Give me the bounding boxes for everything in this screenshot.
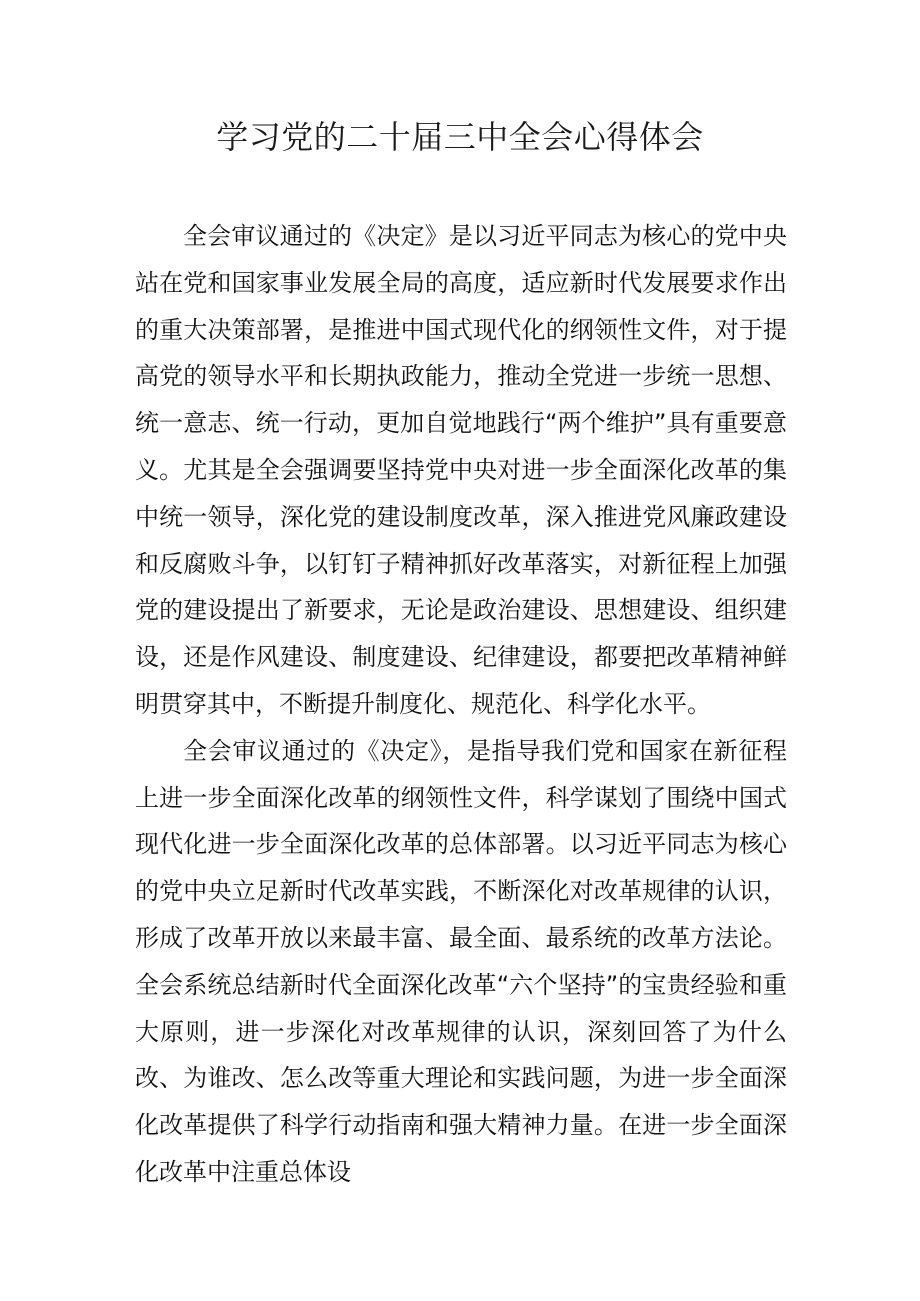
- document-title: 学习党的二十届三中全会心得体会: [216, 118, 704, 156]
- paragraph-2: 全会审议通过的《决定》，是指导我们党和国家在新征程上进一步全面深化改革的纲领性文件，科学谋划了围绕中国式现代化进一步全面深化改革的总体部署。以习近平同志为核心的党中央立足新时代改革实践，不断深化对改革规律的认识，形成了改革开放以来最丰富、最全面、最系统的改革方法论。全会系统总结新时代全面深化改革“六个坚持”的宝贵经验和重大原则，进一步深化对改革规律的认识，深刻回答了为什么改、为谁改、怎么改等重大理论和实践问题，为进一步全面深化改革提供了科学行动指南和强大精神力量。在进一步全面深化改革中注重总体设: [135, 736, 787, 1186]
- paragraph-1: 全会审议通过的《决定》是以习近平同志为核心的党中央站在党和国家事业发展全局的高度，适应新时代发展要求作出的重大决策部署，是推进中国式现代化的纲领性文件，对于提高党的领导水平和长期执政能力，推动全党进一步统一思想、统一意志、统一行动，更加自觉地践行“两个维护”具有重要意义。尤其是全会强调要坚持党中央对进一步全面深化改革的集中统一领导，深化党的建设制度改革，深入推进党风廉政建设和反腐败斗争，以钉钉子精神抓好改革落实，对新征程上加强党的建设提出了新要求，无论是政治建设、思想建设、组织建设，还是作风建设、制度建设、纪律建设，都要把改革精神鲜明贯穿其中，不断提升制度化、规范化、科学化水平。: [135, 222, 787, 718]
- document-body: [135, 213, 787, 1196]
